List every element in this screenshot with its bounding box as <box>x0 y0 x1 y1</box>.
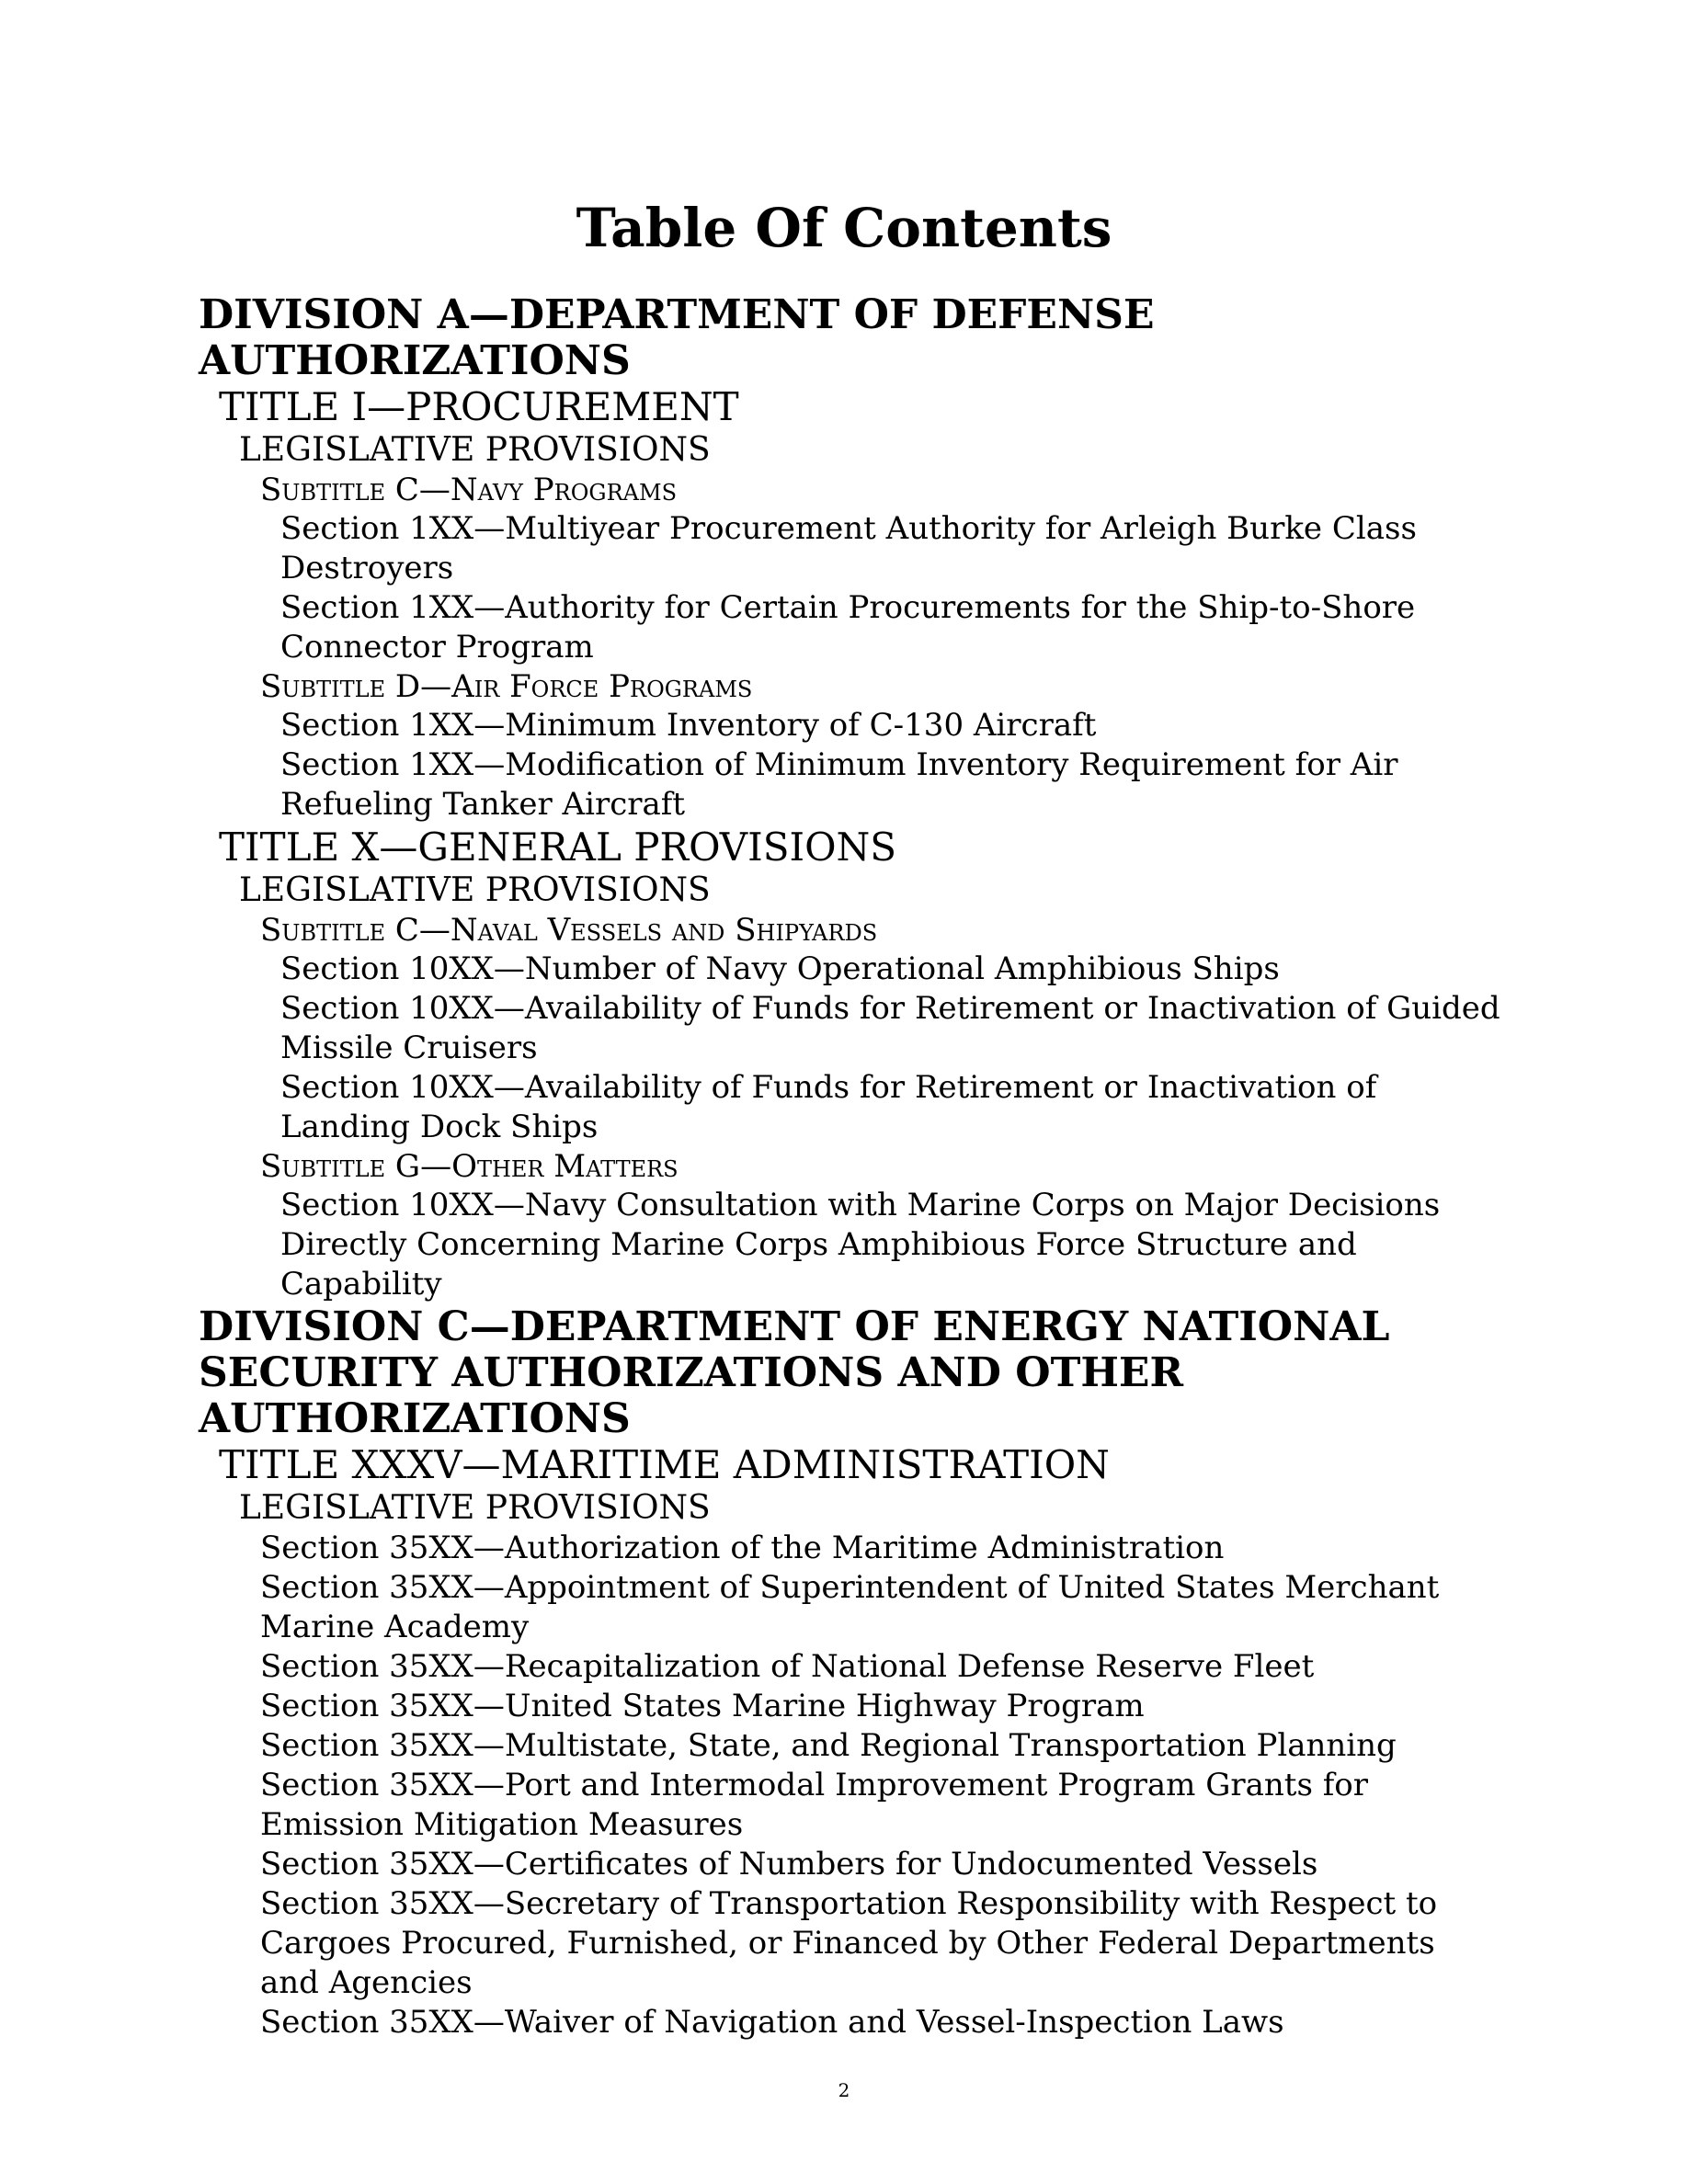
toc-subtitle-heading: Subtitle C—Naval Vessels and Shipyards <box>260 912 878 949</box>
toc-legislative-heading: LEGISLATIVE PROVISIONS <box>239 431 711 469</box>
toc-legislative-heading: LEGISLATIVE PROVISIONS <box>239 1489 711 1527</box>
toc-section-entry: Section 10XX—Availability of Funds for Retirement or Inactivation of Guided Missile Cruisers <box>280 990 1500 1066</box>
toc-section-entry: Section 1XX—Modification of Minimum Inventory Requirement for Air Refueling Tanker Aircraft <box>280 746 1398 823</box>
toc-section-entry: Section 10XX—Navy Consultation with Marine Corps on Major Decisions Directly Concerning Marine Corps Amphibious Force Structure and Capability <box>280 1187 1441 1302</box>
toc-subtitle-heading: Subtitle G—Other Matters <box>260 1148 679 1185</box>
toc-division-heading: DIVISION A—DEPARTMENT OF DEFENSE AUTHORIZATIONS <box>199 291 1155 384</box>
toc-section-entry: Section 10XX—Availability of Funds for Retirement or Inactivation of Landing Dock Ships <box>280 1069 1377 1145</box>
toc-title-heading: TITLE XXXV—MARITIME ADMINISTRATION <box>219 1442 1110 1487</box>
toc-title-heading: TITLE I—PROCUREMENT <box>219 384 739 429</box>
toc-section-entry: Section 35XX—Multistate, State, and Regional Transportation Planning <box>260 1727 1397 1764</box>
toc-subtitle-heading: Subtitle D—Air Force Programs <box>260 668 753 705</box>
toc-section-entry: Section 35XX—Certificates of Numbers for Undocumented Vessels <box>260 1846 1318 1883</box>
toc-section-entry: Section 35XX—United States Marine Highway Program <box>260 1688 1145 1724</box>
toc-section-entry: Section 35XX—Appointment of Superintendent of United States Merchant Marine Academy <box>260 1569 1440 1645</box>
toc-section-entry: Section 35XX—Recapitalization of National Defense Reserve Fleet <box>260 1648 1315 1685</box>
toc-section-entry: Section 10XX—Number of Navy Operational Amphibious Ships <box>280 950 1280 987</box>
page-title: Table Of Contents <box>576 197 1112 259</box>
toc-section-entry: Section 1XX—Minimum Inventory of C-130 Aircraft <box>280 707 1097 744</box>
table-of-contents <box>0 292 1688 2042</box>
toc-division-heading: DIVISION C—DEPARTMENT OF ENERGY NATIONAL SECURITY AUTHORIZATIONS AND OTHER AUTHORIZATIONS <box>199 1303 1390 1442</box>
toc-section-entry: Section 35XX—Port and Intermodal Improvement Program Grants for Emission Mitigation Measures <box>260 1767 1369 1843</box>
toc-title-heading: TITLE X—GENERAL PROVISIONS <box>219 825 897 870</box>
toc-legislative-heading: LEGISLATIVE PROVISIONS <box>239 871 711 909</box>
toc-subtitle-heading: Subtitle C—Navy Programs <box>260 472 678 508</box>
toc-section-entry: Section 35XX—Waiver of Navigation and Vessel-Inspection Laws <box>260 2004 1284 2041</box>
toc-section-entry: Section 1XX—Multiyear Procurement Authority for Arleigh Burke Class Destroyers <box>280 510 1417 586</box>
toc-section-entry: Section 35XX—Secretary of Transportation Responsibility with Respect to Cargoes Procured, Furnished, or Financed by Other Federal Departments and Agencies <box>260 1885 1438 2001</box>
page-number: 2 <box>838 2079 850 2101</box>
toc-section-entry: Section 35XX—Authorization of the Maritime Administration <box>260 1530 1225 1566</box>
toc-section-entry: Section 1XX—Authority for Certain Procurements for the Ship-to-Shore Connector Program <box>280 589 1416 665</box>
